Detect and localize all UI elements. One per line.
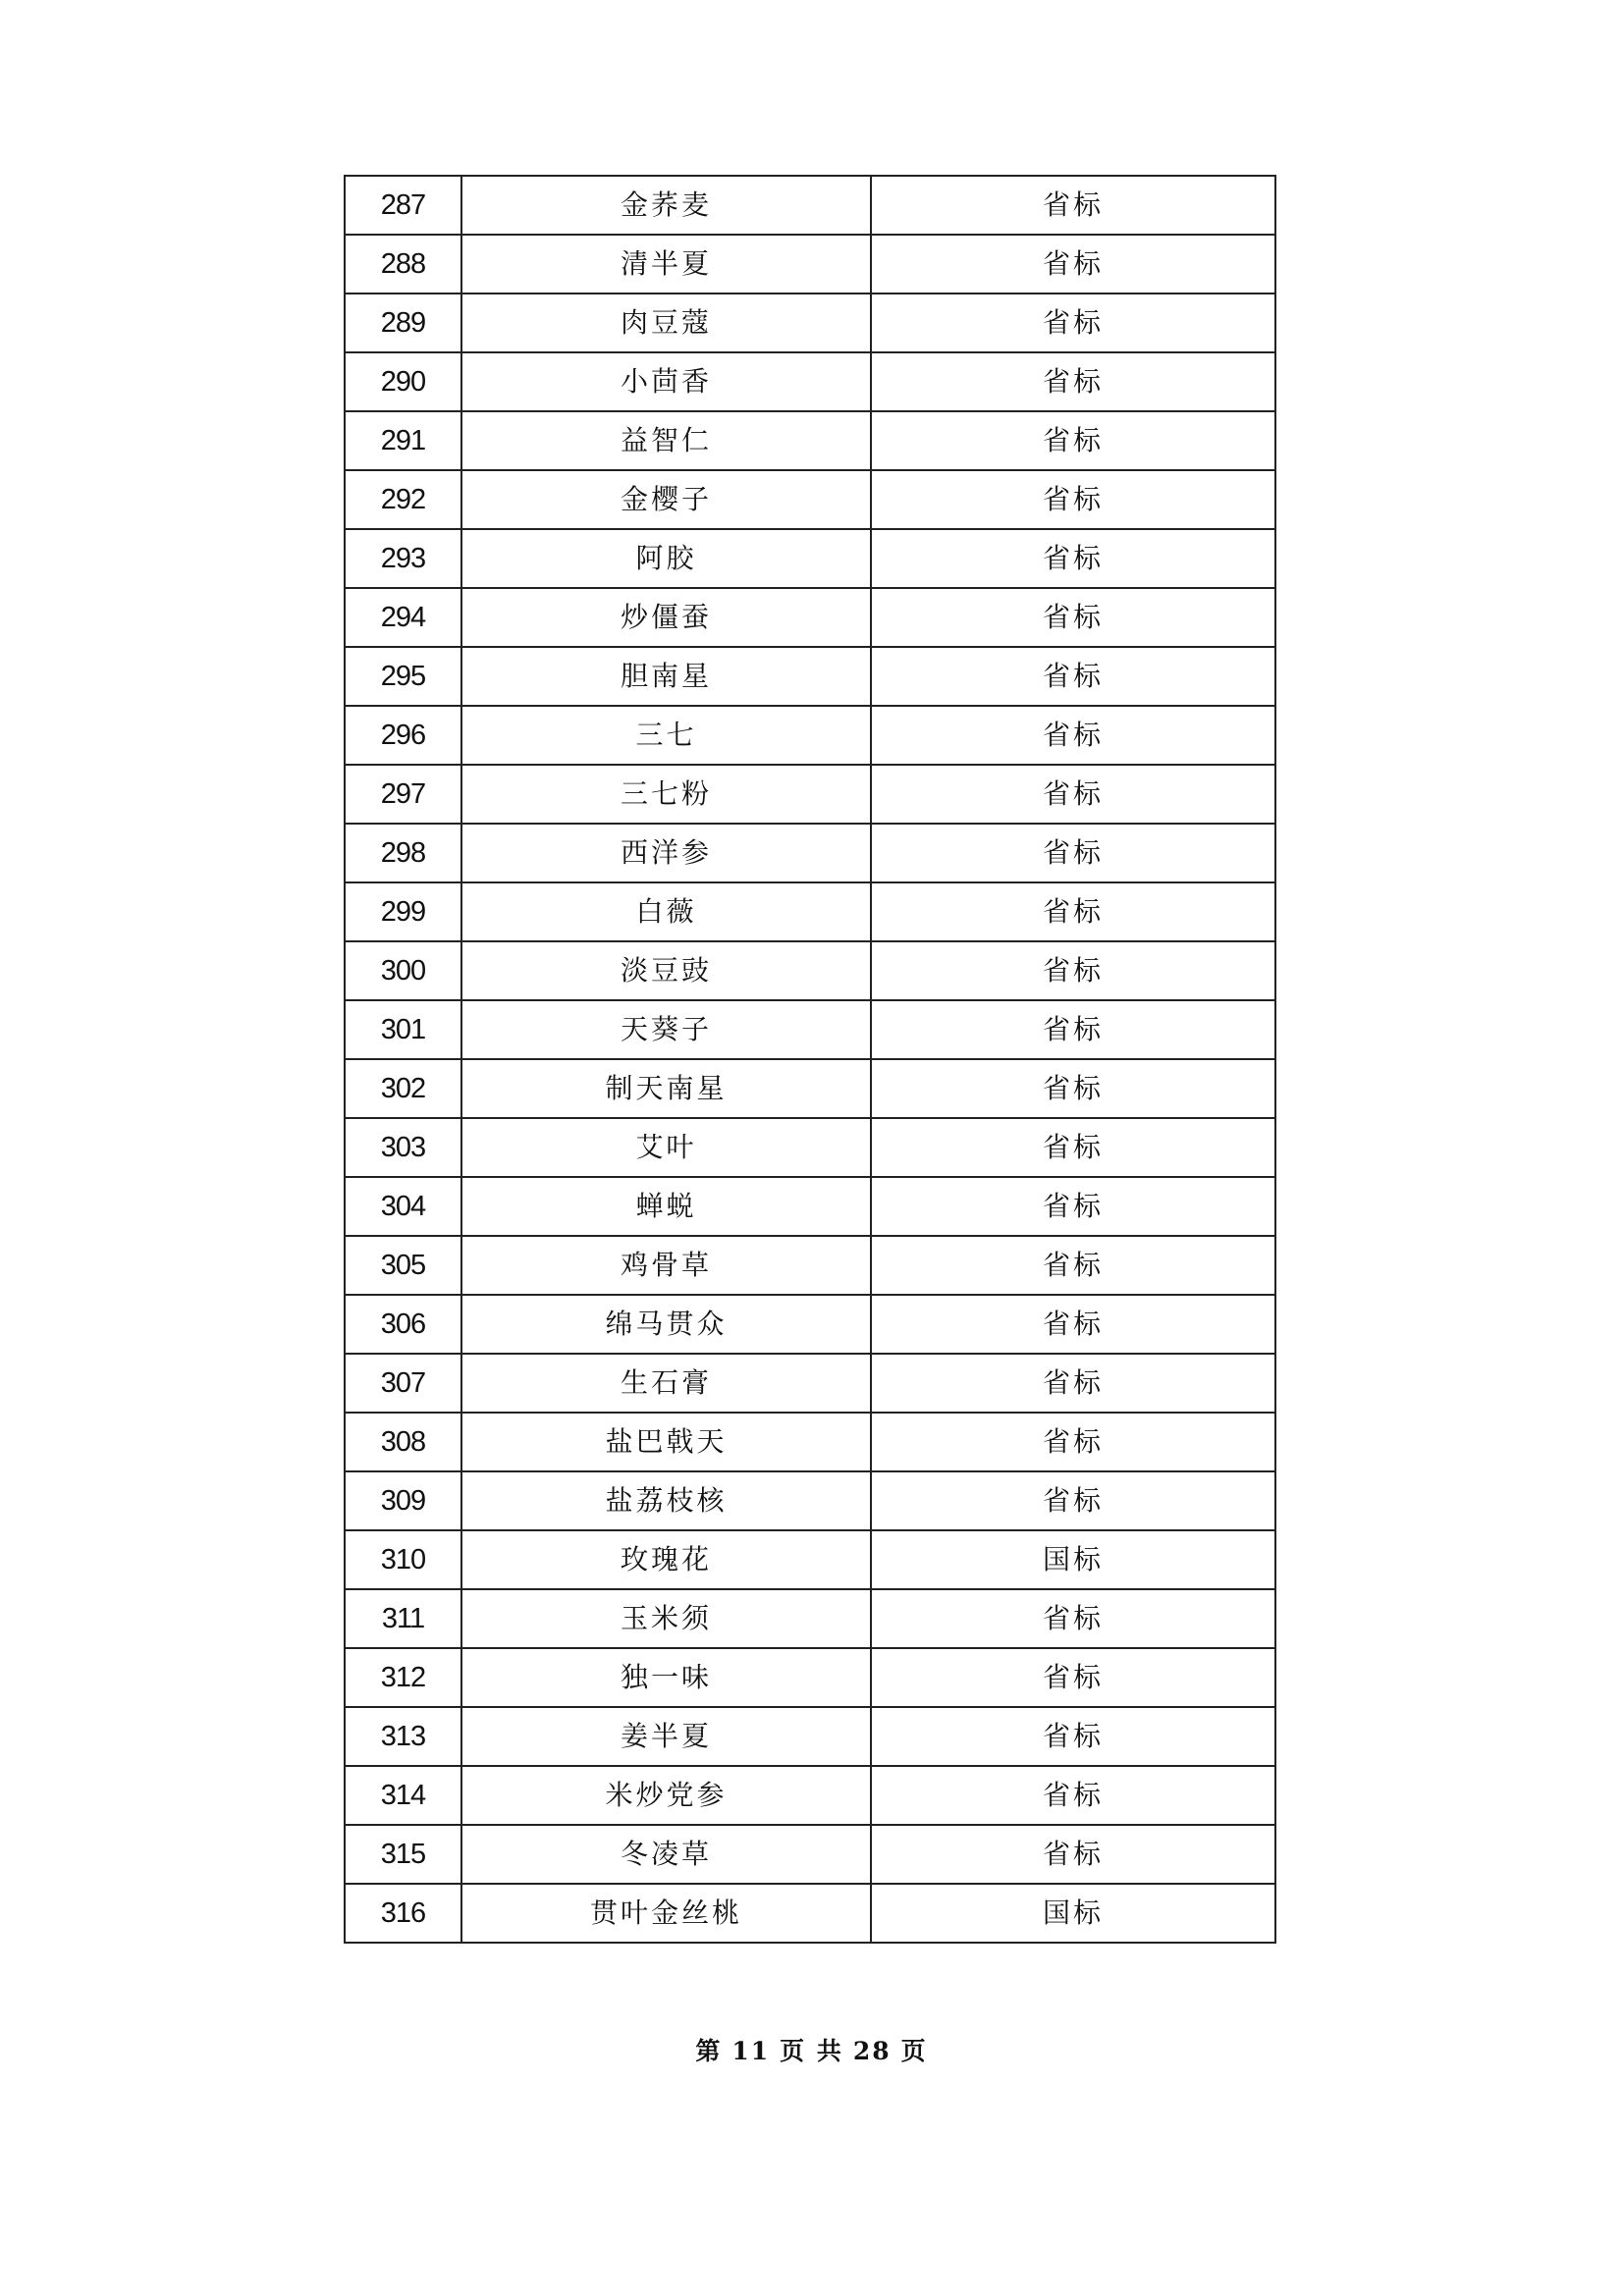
medicine-name-cell: 小茴香 bbox=[461, 352, 871, 411]
table-row bbox=[345, 824, 1275, 882]
medicine-name-cell: 三七 bbox=[461, 706, 871, 765]
row-number-cell: 312 bbox=[345, 1648, 461, 1707]
medicine-name-cell: 艾叶 bbox=[461, 1118, 871, 1177]
standard-cell: 省标 bbox=[871, 1118, 1275, 1177]
row-number-cell: 305 bbox=[345, 1236, 461, 1295]
row-number-cell: 302 bbox=[345, 1059, 461, 1118]
medicine-name-cell: 制天南星 bbox=[461, 1059, 871, 1118]
row-number-cell: 313 bbox=[345, 1707, 461, 1766]
table-row bbox=[345, 352, 1275, 411]
standard-cell: 省标 bbox=[871, 1000, 1275, 1059]
table-row bbox=[345, 235, 1275, 294]
medicine-name-cell: 米炒党参 bbox=[461, 1766, 871, 1825]
table-row bbox=[345, 1354, 1275, 1413]
row-number-cell: 300 bbox=[345, 941, 461, 1000]
medicine-name-cell: 清半夏 bbox=[461, 235, 871, 294]
standard-cell: 省标 bbox=[871, 176, 1275, 235]
row-number-cell: 295 bbox=[345, 647, 461, 706]
medicine-name-cell: 绵马贯众 bbox=[461, 1295, 871, 1354]
row-number-cell: 301 bbox=[345, 1000, 461, 1059]
table-row bbox=[345, 470, 1275, 529]
table-row bbox=[345, 1648, 1275, 1707]
row-number-cell: 304 bbox=[345, 1177, 461, 1236]
row-number-cell: 290 bbox=[345, 352, 461, 411]
medicine-name-cell: 胆南星 bbox=[461, 647, 871, 706]
medicine-name-cell: 生石膏 bbox=[461, 1354, 871, 1413]
medicine-name-cell: 盐荔枝核 bbox=[461, 1471, 871, 1530]
row-number-cell: 316 bbox=[345, 1884, 461, 1943]
row-number-cell: 292 bbox=[345, 470, 461, 529]
row-number-cell: 297 bbox=[345, 765, 461, 824]
medicine-list-table bbox=[344, 175, 1276, 1944]
medicine-name-cell: 淡豆豉 bbox=[461, 941, 871, 1000]
standard-cell: 省标 bbox=[871, 824, 1275, 882]
standard-cell: 省标 bbox=[871, 352, 1275, 411]
table-row bbox=[345, 1766, 1275, 1825]
row-number-cell: 299 bbox=[345, 882, 461, 941]
table-row bbox=[345, 1295, 1275, 1354]
table-row bbox=[345, 1707, 1275, 1766]
medicine-name-cell: 蝉蜕 bbox=[461, 1177, 871, 1236]
medicine-name-cell: 玫瑰花 bbox=[461, 1530, 871, 1589]
table-row bbox=[345, 1118, 1275, 1177]
table-body bbox=[345, 176, 1275, 1943]
medicine-name-cell: 炒僵蚕 bbox=[461, 588, 871, 647]
table-row bbox=[345, 1177, 1275, 1236]
medicine-table bbox=[344, 175, 1276, 1944]
standard-cell: 省标 bbox=[871, 647, 1275, 706]
total-pages-number: 28 bbox=[852, 2037, 892, 2065]
table-row bbox=[345, 1236, 1275, 1295]
row-number-cell: 308 bbox=[345, 1413, 461, 1471]
medicine-name-cell: 益智仁 bbox=[461, 411, 871, 470]
row-number-cell: 309 bbox=[345, 1471, 461, 1530]
standard-cell: 省标 bbox=[871, 1177, 1275, 1236]
medicine-name-cell: 肉豆蔻 bbox=[461, 294, 871, 352]
standard-cell: 省标 bbox=[871, 1236, 1275, 1295]
standard-cell: 省标 bbox=[871, 470, 1275, 529]
standard-cell: 省标 bbox=[871, 1766, 1275, 1825]
standard-cell: 省标 bbox=[871, 1707, 1275, 1766]
row-number-cell: 310 bbox=[345, 1530, 461, 1589]
table-row bbox=[345, 1059, 1275, 1118]
medicine-name-cell: 盐巴戟天 bbox=[461, 1413, 871, 1471]
standard-cell: 国标 bbox=[871, 1530, 1275, 1589]
standard-cell: 省标 bbox=[871, 765, 1275, 824]
row-number-cell: 289 bbox=[345, 294, 461, 352]
table-row bbox=[345, 765, 1275, 824]
medicine-name-cell: 三七粉 bbox=[461, 765, 871, 824]
table-row bbox=[345, 411, 1275, 470]
standard-cell: 省标 bbox=[871, 941, 1275, 1000]
medicine-name-cell: 玉米须 bbox=[461, 1589, 871, 1648]
row-number-cell: 314 bbox=[345, 1766, 461, 1825]
table-row bbox=[345, 176, 1275, 235]
standard-cell: 省标 bbox=[871, 1825, 1275, 1884]
current-page-number: 11 bbox=[731, 2037, 771, 2065]
standard-cell: 省标 bbox=[871, 1059, 1275, 1118]
standard-cell: 省标 bbox=[871, 706, 1275, 765]
standard-cell: 省标 bbox=[871, 882, 1275, 941]
table-row bbox=[345, 706, 1275, 765]
table-row bbox=[345, 1413, 1275, 1471]
row-number-cell: 293 bbox=[345, 529, 461, 588]
table-row bbox=[345, 1530, 1275, 1589]
standard-cell: 省标 bbox=[871, 411, 1275, 470]
standard-cell: 省标 bbox=[871, 235, 1275, 294]
medicine-name-cell: 贯叶金丝桃 bbox=[461, 1884, 871, 1943]
standard-cell: 省标 bbox=[871, 588, 1275, 647]
row-number-cell: 287 bbox=[345, 176, 461, 235]
standard-cell: 省标 bbox=[871, 1589, 1275, 1648]
standard-cell: 省标 bbox=[871, 1471, 1275, 1530]
medicine-name-cell: 金樱子 bbox=[461, 470, 871, 529]
medicine-name-cell: 天葵子 bbox=[461, 1000, 871, 1059]
row-number-cell: 296 bbox=[345, 706, 461, 765]
medicine-name-cell: 白薇 bbox=[461, 882, 871, 941]
row-number-cell: 291 bbox=[345, 411, 461, 470]
table-row bbox=[345, 1589, 1275, 1648]
medicine-name-cell: 鸡骨草 bbox=[461, 1236, 871, 1295]
page-number-footer bbox=[0, 2032, 1623, 2067]
row-number-cell: 311 bbox=[345, 1589, 461, 1648]
footer-suffix: 页 bbox=[900, 2037, 928, 2065]
standard-cell: 省标 bbox=[871, 1648, 1275, 1707]
table-row bbox=[345, 529, 1275, 588]
row-number-cell: 288 bbox=[345, 235, 461, 294]
standard-cell: 省标 bbox=[871, 529, 1275, 588]
row-number-cell: 315 bbox=[345, 1825, 461, 1884]
table-row bbox=[345, 588, 1275, 647]
standard-cell: 省标 bbox=[871, 1413, 1275, 1471]
row-number-cell: 294 bbox=[345, 588, 461, 647]
medicine-name-cell: 姜半夏 bbox=[461, 1707, 871, 1766]
table-row bbox=[345, 941, 1275, 1000]
table-row bbox=[345, 294, 1275, 352]
row-number-cell: 307 bbox=[345, 1354, 461, 1413]
table-row bbox=[345, 882, 1275, 941]
row-number-cell: 298 bbox=[345, 824, 461, 882]
footer-prefix: 第 bbox=[695, 2037, 723, 2065]
table-row bbox=[345, 1884, 1275, 1943]
table-row bbox=[345, 1471, 1275, 1530]
row-number-cell: 306 bbox=[345, 1295, 461, 1354]
medicine-name-cell: 西洋参 bbox=[461, 824, 871, 882]
medicine-name-cell: 独一味 bbox=[461, 1648, 871, 1707]
table-row bbox=[345, 647, 1275, 706]
medicine-name-cell: 金荞麦 bbox=[461, 176, 871, 235]
standard-cell: 省标 bbox=[871, 1354, 1275, 1413]
standard-cell: 省标 bbox=[871, 1295, 1275, 1354]
standard-cell: 省标 bbox=[871, 294, 1275, 352]
table-row bbox=[345, 1825, 1275, 1884]
row-number-cell: 303 bbox=[345, 1118, 461, 1177]
standard-cell: 国标 bbox=[871, 1884, 1275, 1943]
medicine-name-cell: 阿胶 bbox=[461, 529, 871, 588]
table-row bbox=[345, 1000, 1275, 1059]
footer-middle: 页 共 bbox=[780, 2037, 843, 2065]
medicine-name-cell: 冬凌草 bbox=[461, 1825, 871, 1884]
